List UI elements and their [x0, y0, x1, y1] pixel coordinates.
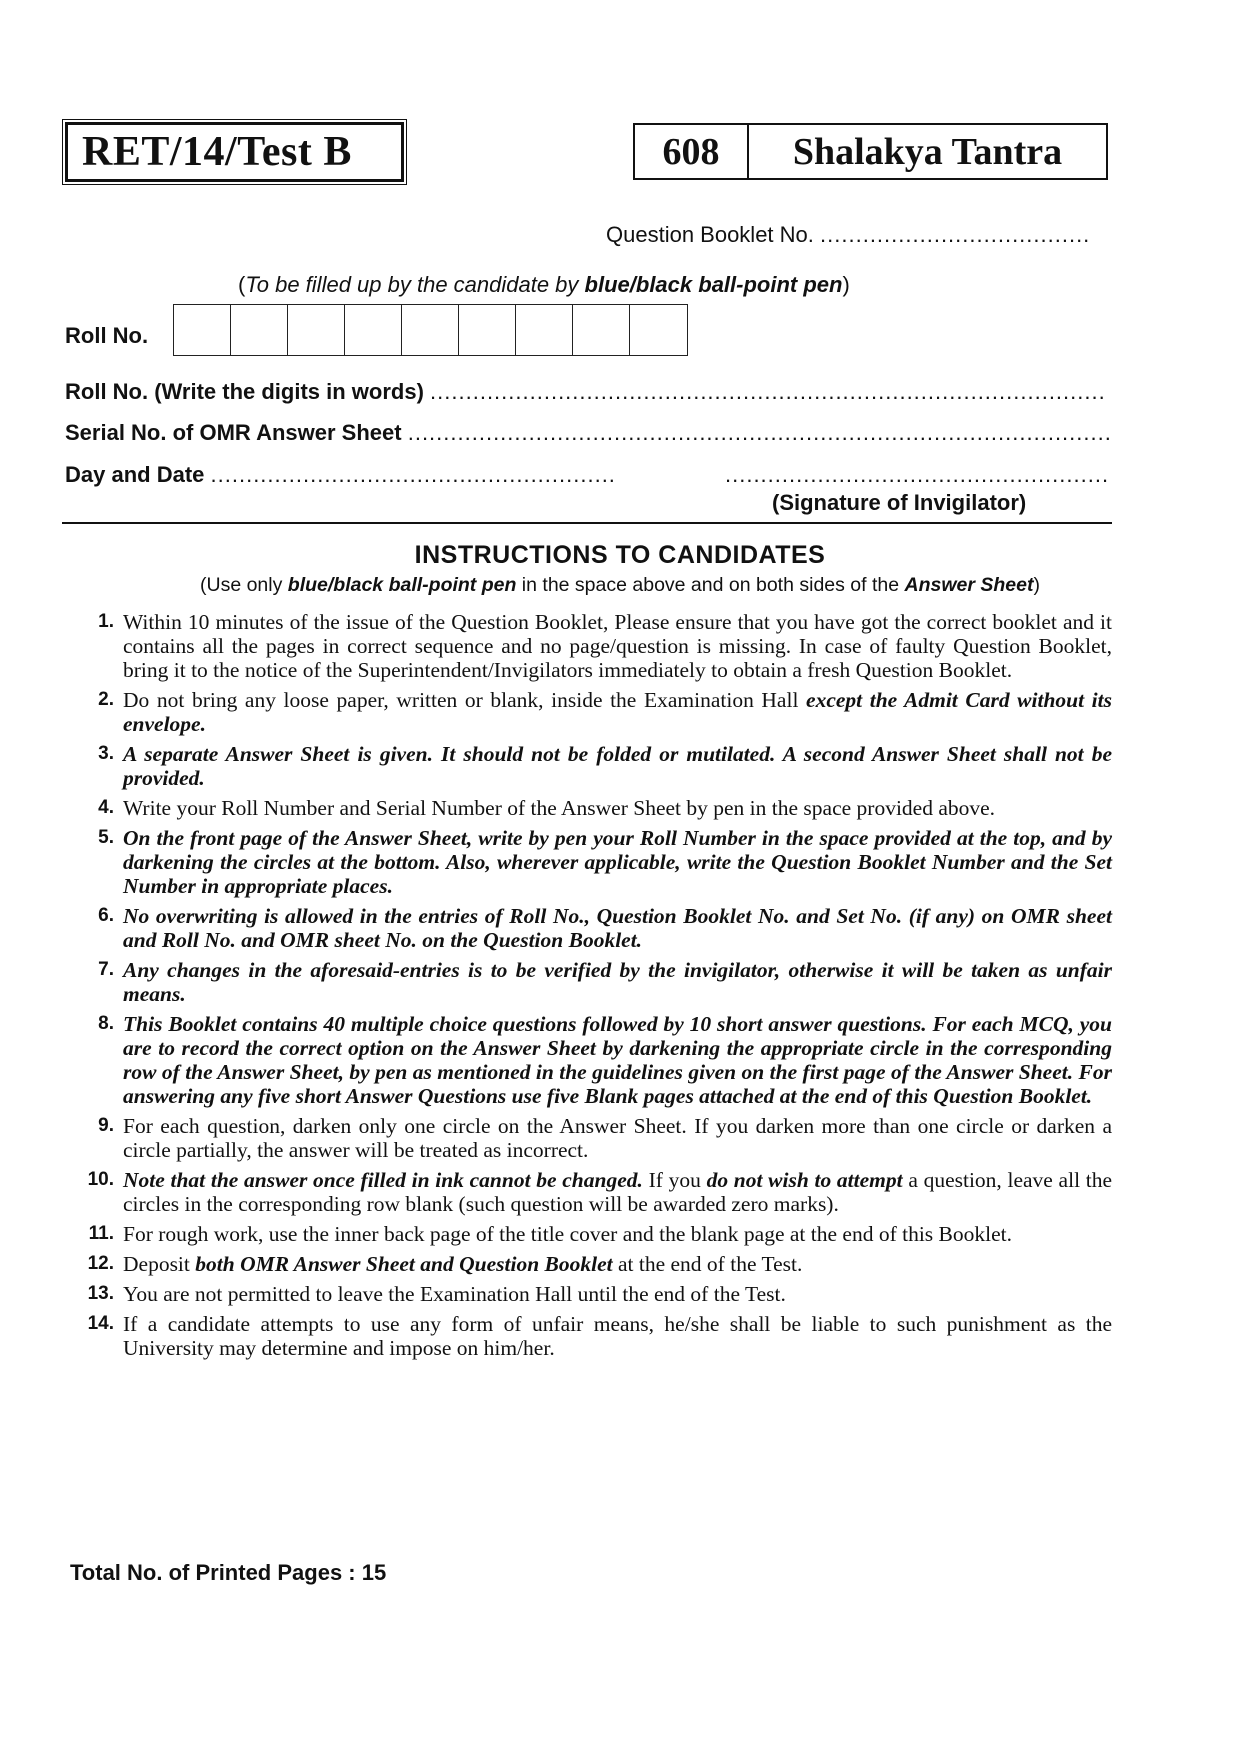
instruction-number: 4.: [98, 797, 114, 818]
fill-note: [238, 272, 850, 298]
instruction-text: [123, 1012, 1112, 1108]
instruction-text: [123, 1282, 1112, 1306]
subject-code: 608: [635, 125, 749, 178]
instruction-item: [70, 1252, 1112, 1276]
instruction-item: [70, 610, 1112, 682]
instruction-segment: at the end of the Test.: [612, 1252, 803, 1276]
instruction-item: [70, 1114, 1112, 1162]
signature-line[interactable]: ......................................................: [725, 462, 1110, 487]
instruction-emphasis: do not wish to attempt: [706, 1168, 903, 1192]
roll-words-input[interactable]: ...............................................................................................: [430, 379, 1106, 404]
roll-no-box[interactable]: [345, 305, 402, 355]
divider-rule: [62, 522, 1112, 524]
instruction-segment: You are not permitted to leave the Examination Hall until the end of the Test.: [123, 1282, 786, 1306]
fill-note-open: (: [238, 272, 246, 297]
instr-sub-a: (Use only: [200, 574, 288, 596]
instruction-emphasis: except the Admit Card without its envelope.: [123, 688, 1112, 736]
instruction-segment: For rough work, use the inner back page of the title cover and the blank page at the end of this Booklet.: [123, 1222, 1013, 1246]
instruction-text: [123, 1114, 1112, 1162]
instruction-emphasis: A separate Answer Sheet is given. It should not be folded or mutilated. A second Answer Sheet shall not be provided.: [123, 742, 1112, 790]
roll-no-box[interactable]: [459, 305, 516, 355]
instruction-number: 9.: [98, 1115, 114, 1136]
instruction-text: [123, 904, 1112, 952]
instruction-number: 10.: [87, 1169, 114, 1190]
roll-no-grid: [173, 304, 688, 356]
instruction-item: [70, 688, 1112, 736]
instr-sub-e: ): [1033, 574, 1040, 596]
signature-label: (Signature of Invigilator): [772, 490, 1027, 515]
instruction-text: [123, 610, 1112, 682]
instruction-text: [123, 1168, 1112, 1216]
instruction-item: [70, 1222, 1112, 1246]
instruction-emphasis: No overwriting is allowed in the entries of Roll No., Question Booklet No. and Set No. (if any) on OMR sheet and Roll No. and OMR sheet No. on the Question Booklet.: [123, 904, 1112, 952]
instruction-item: [70, 826, 1112, 898]
instruction-emphasis: Note that the answer once filled in ink cannot be changed.: [123, 1168, 643, 1192]
question-booklet-dots[interactable]: ......................................: [820, 222, 1091, 247]
instruction-emphasis: Any changes in the aforesaid-entries is to be verified by the invigilator, otherwise it will be taken as unfair means.: [123, 958, 1112, 1006]
roll-no-box[interactable]: [630, 305, 687, 355]
instruction-segment: Write your Roll Number and Serial Number of the Answer Sheet by pen in the space provided above.: [123, 796, 996, 820]
instruction-number: 2.: [98, 689, 114, 710]
instruction-number: 5.: [98, 827, 114, 848]
instruction-number: 14.: [87, 1313, 114, 1334]
roll-no-box[interactable]: [174, 305, 231, 355]
subject-name: Shalakya Tantra: [792, 130, 1063, 173]
roll-no-box[interactable]: [231, 305, 288, 355]
instruction-segment: a question, leave all the circles in the corresponding row blank (such question will be awarded zero marks).: [123, 1168, 1113, 1216]
instruction-text: [123, 958, 1112, 1006]
instr-sub-c: in the space above and on both sides of the: [516, 574, 905, 596]
instruction-segment: Deposit: [123, 1252, 196, 1276]
instruction-number: 8.: [98, 1013, 114, 1034]
question-booklet-number: [606, 222, 1090, 248]
instruction-text: [123, 1222, 1112, 1246]
subject-box: [633, 123, 1108, 180]
instruction-segment: If you: [642, 1168, 707, 1192]
instruction-item: [70, 796, 1112, 820]
instruction-segment: Within 10 minutes of the issue of the Question Booklet, Please ensure that you have got the correct booklet and it contains all the pages in correct sequence and no page/question is missing. In case of faulty Question Booklet, bring it to the notice of the Superintendent/Invigilators immediately to obtain a fresh Question Booklet.: [123, 610, 1112, 682]
roll-words-label: Roll No. (Write the digits in words): [65, 379, 424, 404]
instructions-list: [70, 610, 1112, 1366]
instruction-text: [123, 826, 1112, 898]
instruction-item: [70, 1012, 1112, 1108]
instruction-emphasis: This Booklet contains 40 multiple choice questions followed by 10 short answer questions. For each MCQ, you are to record the correct option on the Answer Sheet by darkening the appropriate circle in the corresponding row of the Answer Sheet, by pen as mentioned in the guidelines given on the first page of the Answer Sheet. For answering any five short Answer Questions use five Blank pages attached at the end of this Question Booklet.: [123, 1012, 1112, 1108]
roll-no-label: Roll No.: [65, 323, 149, 348]
instruction-text: [123, 1312, 1112, 1360]
serial-input[interactable]: ...................................................................................................: [407, 420, 1112, 445]
instruction-number: 7.: [98, 959, 114, 980]
instruction-item: [70, 1312, 1112, 1360]
instruction-item: [70, 904, 1112, 952]
total-printed-pages: Total No. of Printed Pages : 15: [70, 1560, 387, 1585]
fill-note-close: ): [842, 272, 850, 297]
instruction-number: 1.: [98, 611, 114, 632]
instruction-segment: If a candidate attempts to use any form of unfair means, he/she shall be liable to such punishment as the University may determine and impose on him/her.: [123, 1312, 1112, 1360]
serial-label: Serial No. of OMR Answer Sheet: [65, 420, 402, 445]
roll-no-box[interactable]: [516, 305, 573, 355]
test-code: RET/14/Test B: [82, 129, 352, 175]
instructions-title: INSTRUCTIONS TO CANDIDATES: [414, 541, 826, 569]
roll-words-field: [65, 379, 1106, 405]
instr-sub-b: blue/black ball-point pen: [287, 574, 517, 596]
instruction-number: 11.: [88, 1223, 114, 1244]
instruction-number: 12.: [87, 1253, 114, 1274]
instruction-item: [70, 958, 1112, 1006]
roll-no-box[interactable]: [288, 305, 345, 355]
instruction-item: [70, 1168, 1112, 1216]
fill-note-emphasis: blue/black ball-point pen: [584, 272, 843, 297]
instruction-number: 6.: [98, 905, 114, 926]
instructions-subtitle: [0, 574, 1240, 597]
roll-no-box[interactable]: [402, 305, 459, 355]
instruction-text: [123, 796, 1112, 820]
instruction-number: 3.: [98, 743, 114, 764]
question-booklet-label: Question Booklet No.: [606, 222, 814, 247]
serial-field: [65, 420, 1112, 446]
date-label: Day and Date: [65, 462, 205, 487]
instruction-text: [123, 742, 1112, 790]
instruction-text: [123, 688, 1112, 736]
instruction-item: [70, 742, 1112, 790]
date-input[interactable]: .........................................................: [210, 462, 616, 487]
instruction-emphasis: both OMR Answer Sheet and Question Booklet: [195, 1252, 613, 1276]
fill-note-prefix: To be filled up by the candidate by: [245, 272, 585, 297]
roll-no-box[interactable]: [573, 305, 630, 355]
instruction-text: [123, 1252, 1112, 1276]
date-field: [65, 462, 616, 488]
instruction-item: [70, 1282, 1112, 1306]
instruction-emphasis: On the front page of the Answer Sheet, write by pen your Roll Number in the space provided at the top, and by darkening the circles at the bottom. Also, wherever applicable, write the Question Booklet Number and the Set Number in appropriate places.: [123, 826, 1112, 898]
instruction-segment: Do not bring any loose paper, written or blank, inside the Examination Hall: [123, 688, 807, 712]
instruction-number: 13.: [87, 1283, 114, 1304]
instr-sub-d: Answer Sheet: [904, 574, 1034, 596]
instruction-segment: For each question, darken only one circle on the Answer Sheet. If you darken more than one circle or darken a circle partially, the answer will be treated as incorrect.: [123, 1114, 1112, 1162]
test-code-box: [65, 122, 404, 182]
